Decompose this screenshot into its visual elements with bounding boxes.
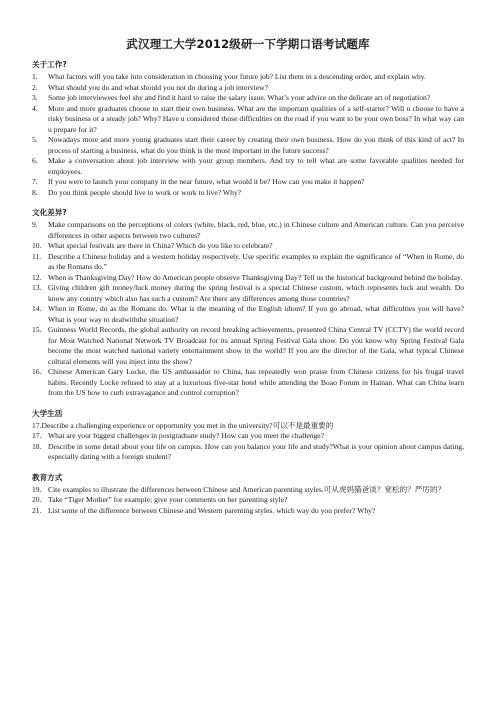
question-number: 14.: [32, 304, 42, 313]
question-number: 8.: [32, 187, 38, 197]
question-item: [32, 188, 464, 199]
question-number: 20.: [32, 495, 42, 504]
question-text: Chinese American Gary Locke, the US ambassador to China, has repeatedly won praise from Chinese citizens for his frugal travel habits. Recently Locke refused to stay at a luxurious five-star hotel while attending the Boao Forum in Hainan. What can China learn from the US how to curb extravagance and control corruption?: [48, 367, 464, 397]
question-number: 7.: [32, 177, 38, 186]
question-text: What special festivals are there in China? Which do you like to celebrate?: [48, 241, 273, 250]
document-title: 武汉理工大学2012级研一下学期口语考试题库: [126, 37, 370, 51]
question-item: [32, 220, 464, 241]
question-text: When in Rome, do as the Romans do. What is the meaning of the English idiom? If you go abroad, what difficulties you will have? What is your way to dealwiththe situation?: [48, 304, 464, 324]
question-item: [32, 93, 464, 104]
question-list: [32, 485, 464, 517]
question-item: [32, 83, 464, 94]
question-text: Describe a challenging experience or opportunity you met in the university?可以不是最重要的: [41, 420, 334, 430]
question-text: Some job interviewees feel shy and find it hard to raise the salary issue. What’s your advice on the delicate art of negotiation?: [48, 93, 431, 102]
question-text: Describe a Chinese holiday and a western holiday respectively. Use specific examples to explain the significance of “When in Rome, do as the Romans do.”: [48, 251, 464, 271]
question-item: [32, 495, 464, 506]
question-list: [32, 421, 464, 463]
question-text: More and more graduates choose to start their own business. What are the important qualities of a self-starter? Will u choose to have a risky business or a steady job? Why? Have u considered those difficulties on the road if you want to be your own boss? In what way can u prepare for it?: [48, 103, 464, 134]
question-number: 17.: [32, 420, 42, 430]
question-text: If you were to launch your company in the near future, what would it be? How can you make it happen?: [48, 177, 365, 186]
question-text: Giving children gift money/luck money during the spring festival is a special Chinese custom, which represents luck and wealth. Do know any country which also has such a custom? Are there any differences among those countries?: [48, 283, 464, 303]
section-heading: 关于工作?: [32, 60, 67, 69]
question-item: [32, 421, 464, 432]
question-item: [32, 156, 464, 177]
question-item: [32, 367, 464, 399]
question-text: What are your biggest challenges in postgraduate study? How can you meet the challenge?: [48, 431, 325, 440]
question-item: [32, 304, 464, 325]
question-item: [32, 72, 464, 83]
question-number: 12.: [32, 272, 42, 282]
question-item: [32, 283, 464, 304]
question-number: 2.: [32, 82, 38, 92]
question-item: [32, 485, 464, 496]
question-section: [32, 472, 464, 517]
question-sections: [32, 59, 464, 516]
question-item: [32, 104, 464, 136]
question-list: [32, 72, 464, 198]
question-text: When is Thanksgiving Day? How do American people observe Thanksgiving Day? Tell us the historical background behind the holiday.: [48, 272, 463, 282]
question-number: 1.: [32, 72, 38, 81]
question-item: [32, 241, 464, 252]
question-text: Cite examples to illustrate the differences between Chinese and American parenting styles.可从虎妈猫爸谈？宽松的？严厉的？: [48, 484, 446, 494]
question-item: [32, 177, 464, 188]
question-item: [32, 506, 464, 517]
question-text: Make comparisons on the perceptions of colors (white, black, red, blue, etc.) in Chinese culture and American culture. Can you perceive differences in other aspects between two cultures?: [48, 220, 464, 240]
question-list: [32, 220, 464, 399]
question-item: [32, 325, 464, 367]
question-number: 21.: [32, 505, 42, 515]
question-text: What should you do and what should you not do during a job interview?: [48, 82, 268, 92]
question-number: 3.: [32, 93, 38, 102]
question-number: 13.: [32, 283, 42, 292]
question-number: 19.: [32, 484, 42, 494]
question-section: [32, 59, 464, 198]
question-number: 4.: [32, 103, 38, 113]
question-section: [32, 408, 464, 463]
question-text: Take “Tiger Mother” for example; give your comments on her parenting style?: [48, 495, 288, 504]
section-heading: 文化差异?: [32, 208, 67, 217]
question-number: 17.: [32, 431, 42, 440]
question-text: List some of the difference between Chinese and Western parenting styles. which way do you prefer? Why?: [48, 505, 376, 515]
question-item: [32, 442, 464, 463]
question-text: Guinness World Records, the global authority on record breaking achievements, presented China Central TV (CCTV) the world record for Most Watched National Network TV Broadcast for its annual Spring Festival Gala show. Do you know why Spring Festival Gala become the most watched national variety entertainment show in the world? If you are the director of the Gala, what typical Chinese cultural elements will you inject into the show?: [48, 325, 464, 366]
question-text: What factors will you take into consideration in choosing your future job? List them in a descending order, and explain why.: [48, 72, 426, 81]
question-number: 10.: [32, 241, 42, 250]
section-heading: 大学生活: [32, 408, 63, 418]
question-section: [32, 207, 464, 399]
question-text: Do you think people should live to work or work to live? Why?: [48, 187, 242, 197]
question-number: 5.: [32, 135, 38, 144]
question-item: [32, 252, 464, 273]
question-item: [32, 431, 464, 442]
question-item: [32, 273, 464, 284]
question-item: [32, 135, 464, 156]
question-number: 6.: [32, 156, 38, 165]
question-number: 18.: [32, 441, 42, 451]
question-number: 16.: [32, 367, 42, 376]
question-text: Make a conversation about job interview with your group members. And try to tell what are some favorable qualities needed for employees.: [48, 156, 464, 176]
question-text: Describe in some detail about your life on campus. How can you balance your life and study?What is your opinion about campus dating, especially dating with a foreign student?: [48, 441, 464, 461]
question-number: 9.: [32, 220, 38, 229]
question-number: 11.: [32, 251, 42, 261]
question-number: 15.: [32, 325, 42, 334]
question-text: Nowadays more and more young graduates start their career by creating their own business. How do you think of this kind of act? In process of starting a business, what do you think is the most important in the future success?: [48, 135, 464, 155]
section-heading: 教育方式: [32, 472, 63, 482]
